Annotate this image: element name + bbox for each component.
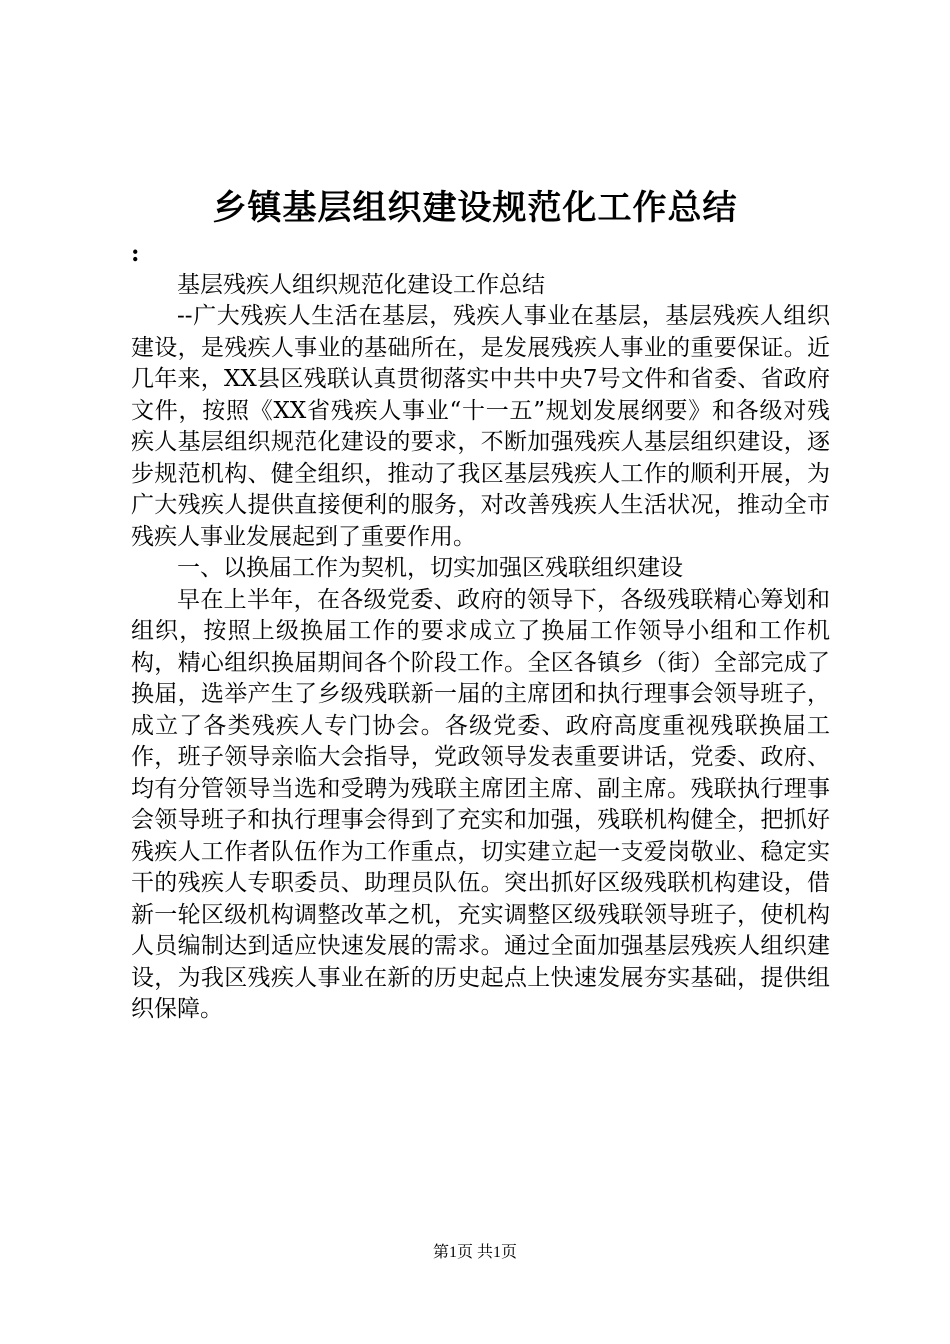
paragraph-subtitle: 基层残疾人组织规范化建设工作总结 [177, 271, 545, 298]
page-footer: 第1页 共1页 [432, 1244, 517, 1261]
paragraph-section-1: 早在上半年，在各级党委、政府的领导下，各级残联精心筹划和组织，按照上级换届工作的要求成立了换届工作领导小组和工作机构，精心组织换届期间各个阶段工作。全区各镇乡（街）全部完成了换届，选举产生了乡级残联新一届的主席团和执行理事会领导班子，成立了各类残疾人专门协会。各级党委、政府高度重视残联换届工作，班子领导亲临大会指导，党政领导发表重要讲话，党委、政府、均有分管领导当选和受聘为残联主席团主席、副主席。残联执行理事会领导班子和执行理事会得到了充实和加强，残联机构健全，把抓好残疾人工作者队伍作为工作重点，切实建立起一支爱岗敬业、稳定实干的残疾人专职委员、助理员队伍。突出抓好区级残联机构建设，借新一轮区级机构调整改革之机，充实调整区级残联领导班子，使机构人员编制达到适应快速发展的需求。通过全面加强基层残疾人组织建设，为我区残疾人事业在新的历史起点上快速发展夯实基础，提供组织保障。 [131, 586, 830, 1022]
document-body [131, 238, 830, 1026]
section-heading-1: 一、以换届工作为契机，切实加强区残联组织建设 [177, 555, 683, 581]
lead-colon: : [131, 240, 140, 267]
document-title: 乡镇基层组织建设规范化工作总结 [212, 188, 738, 228]
paragraph-intro: --广大残疾人生活在基层，残疾人事业在基层，基层残疾人组织建设，是残疾人事业的基础所在，是发展残疾人事业的重要保证。近几年来，XX县区残联认真贯彻落实中共中央7号文件和省委、省政府文件，按照《XX省残疾人事业“十一五”规划发展纲要》和各级对残疾人基层组织规范化建设的要求，不断加强残疾人基层组织建设，逐步规范机构、健全组织，推动了我区基层残疾人工作的顺利开展，为广大残疾人提供直接便利的服务，对改善残疾人生活状况，推动全市残疾人事业发展起到了重要作用。 [131, 303, 830, 550]
